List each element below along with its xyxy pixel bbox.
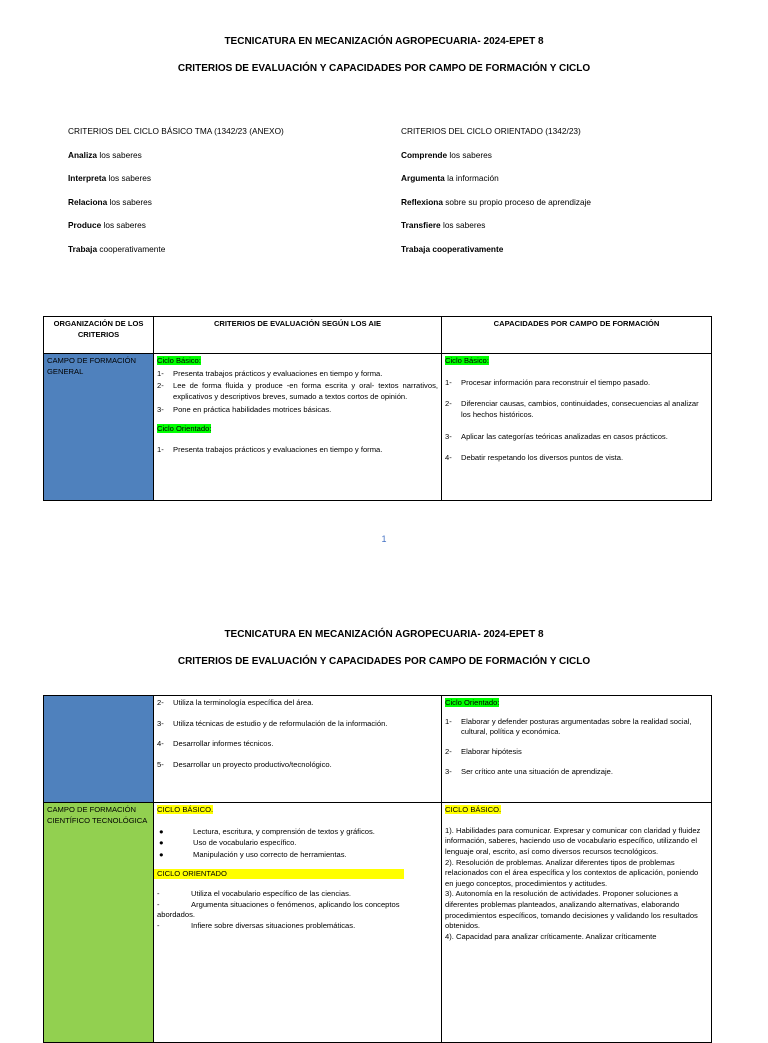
row-label-general-continued <box>44 696 154 803</box>
oriented-criterion: Argumenta la información <box>401 173 499 183</box>
dash-item: - Utiliza el vocabulario específico de las ciencias. <box>157 889 351 899</box>
document-title: TECNICATURA EN MECANIZACIÓN AGROPECUARIA- 2024-EPET 8 <box>224 36 544 47</box>
basic-criterion: Interpreta los saberes <box>68 173 152 183</box>
oriented-cycle-label: CICLO ORIENTADO <box>154 869 404 880</box>
scientific-capacities-cell <box>442 803 712 1043</box>
oriented-cycle-label: Ciclo Orientado: <box>445 698 500 707</box>
oriented-criteria-list <box>401 126 731 267</box>
general-criteria-continued <box>154 696 442 803</box>
general-capacities-cell <box>442 354 712 501</box>
capacity-paragraph: 3). Autonomía en la resolución de actividades. Proponer soluciones a diferentes problemas planteados, analizando alternativas, elaborando procedimientos específicos, tomando decisiones y validando los resultados obtenidos. <box>445 889 698 931</box>
dash-item: - Infiere sobre diversas situaciones problemáticas. <box>157 921 356 930</box>
list-item: 3- Utiliza técnicas de estudio y de reformulación de la información. <box>157 718 388 728</box>
bullet-item: ● Manipulación y uso correcto de herramientas. <box>159 849 347 859</box>
basic-criteria-heading: CRITERIOS DEL CICLO BÁSICO TMA (1342/23 (ANEXO) <box>68 126 284 136</box>
oriented-cycle-label: Ciclo Orientado: <box>157 424 212 434</box>
document-subtitle: CRITERIOS DE EVALUACIÓN Y CAPACIDADES POR CAMPO DE FORMACIÓN Y CICLO <box>177 656 591 667</box>
list-item: 3- Pone en práctica habilidades motrices básicas. <box>157 404 332 414</box>
oriented-criteria-heading: CRITERIOS DEL CICLO ORIENTADO (1342/23) <box>401 126 581 136</box>
capacity-paragraph: 4). Capacidad para analizar críticamente. Analizar críticamente <box>445 931 657 941</box>
basic-criterion: Relaciona los saberes <box>68 196 152 207</box>
col-header-criteria: CRITERIOS DE EVALUACIÓN SEGÚN LOS AIE <box>154 317 442 354</box>
list-item: 2- Diferenciar causas, cambios, continuidades, consecuencias al analizar los hechos históricos. <box>445 399 699 419</box>
document-subtitle: CRITERIOS DE EVALUACIÓN Y CAPACIDADES POR CAMPO DE FORMACIÓN Y CICLO <box>177 63 591 74</box>
row-label-scientific-technological: CAMPO DE FORMACIÓN CIENTÍFICO TECNOLÓGICA <box>44 803 154 1043</box>
capacity-paragraph: 1). Habilidades para comunicar. Expresar y comunicar con claridad y fluidez información, saberes, haciendo uso de vocabulario específico, utilizando el lenguaje oral, escrito, así como diversos recursos tecnológicos. <box>445 825 701 856</box>
capacity-paragraph: 2). Resolución de problemas. Analizar diferentes tipos de problemas relacionados con el área específica y los contextos de aplicación, poniendo en juego conceptos, procedimientos y actitudes. <box>445 857 699 888</box>
general-capacities-continued <box>442 696 712 803</box>
document-title: TECNICATURA EN MECANIZACIÓN AGROPECUARIA- 2024-EPET 8 <box>224 629 544 640</box>
oriented-criterion: Reflexiona sobre su propio proceso de aprendizaje <box>401 196 592 207</box>
list-item: 2- Lee de forma fluida y produce -en forma escrita y oral- textos narrativos, explicativos y descriptivos breves, sumado a textos cortos de opinión. <box>157 381 438 401</box>
general-criteria-cell <box>154 354 442 501</box>
basic-cycle-label: Ciclo Básico: <box>157 356 201 365</box>
page-number: 1 <box>381 534 387 544</box>
list-item: 4- Desarrollar informes técnicos. <box>157 739 274 749</box>
basic-cycle-label: CICLO BÁSICO. <box>157 805 214 814</box>
list-item: 1- Presenta trabajos prácticos y evaluaciones en tiempo y forma. <box>157 444 383 454</box>
row-label-general: CAMPO DE FORMACIÓN GENERAL <box>44 354 154 501</box>
dash-item: - Argumenta situaciones o fenómenos, aplicando los conceptos abordados. <box>157 899 400 920</box>
list-item: 1- Presenta trabajos prácticos y evaluaciones en tiempo y forma. <box>157 368 383 378</box>
criteria-table-page2 <box>43 695 712 1043</box>
basic-cycle-label: CICLO BÁSICO. <box>445 805 502 814</box>
list-item: 5- Desarrollar un proyecto productivo/tecnológico. <box>157 759 332 769</box>
oriented-criterion: Trabaja cooperativamente <box>401 243 504 254</box>
oriented-criterion: Transfiere los saberes <box>401 220 486 230</box>
list-item: 4- Debatir respetando los diversos puntos de vista. <box>445 453 624 463</box>
list-item: 1- Elaborar y defender posturas argumentadas sobre la realidad social, cultural, política y económica. <box>445 716 692 737</box>
basic-criterion: Analiza los saberes <box>68 149 142 160</box>
bullet-item: ● Uso de vocabulario específico. <box>159 838 297 848</box>
criteria-table-page1 <box>43 316 712 501</box>
basic-criterion: Trabaja cooperativamente <box>68 243 166 254</box>
basic-criterion: Produce los saberes <box>68 220 146 230</box>
col-header-capacities: CAPACIDADES POR CAMPO DE FORMACIÓN <box>442 317 712 354</box>
basic-cycle-label: Ciclo Básico: <box>445 356 489 365</box>
bullet-item: ● Lectura, escritura, y comprensión de textos y gráficos. <box>159 826 375 836</box>
list-item: 3- Aplicar las categorías teóricas analizadas en casos prácticos. <box>445 431 668 441</box>
basic-criteria-list <box>68 126 368 267</box>
list-item: 2- Elaborar hipótesis <box>445 746 522 756</box>
list-item: 3- Ser crítico ante una situación de aprendizaje. <box>445 766 613 776</box>
oriented-criterion: Comprende los saberes <box>401 149 492 160</box>
col-header-organization: ORGANIZACIÓN DE LOS CRITERIOS <box>44 317 154 354</box>
scientific-criteria-cell <box>154 803 442 1043</box>
list-item: 2- Utiliza la terminología específica del área. <box>157 698 314 707</box>
list-item: 1- Procesar información para reconstruir el tiempo pasado. <box>445 377 651 387</box>
